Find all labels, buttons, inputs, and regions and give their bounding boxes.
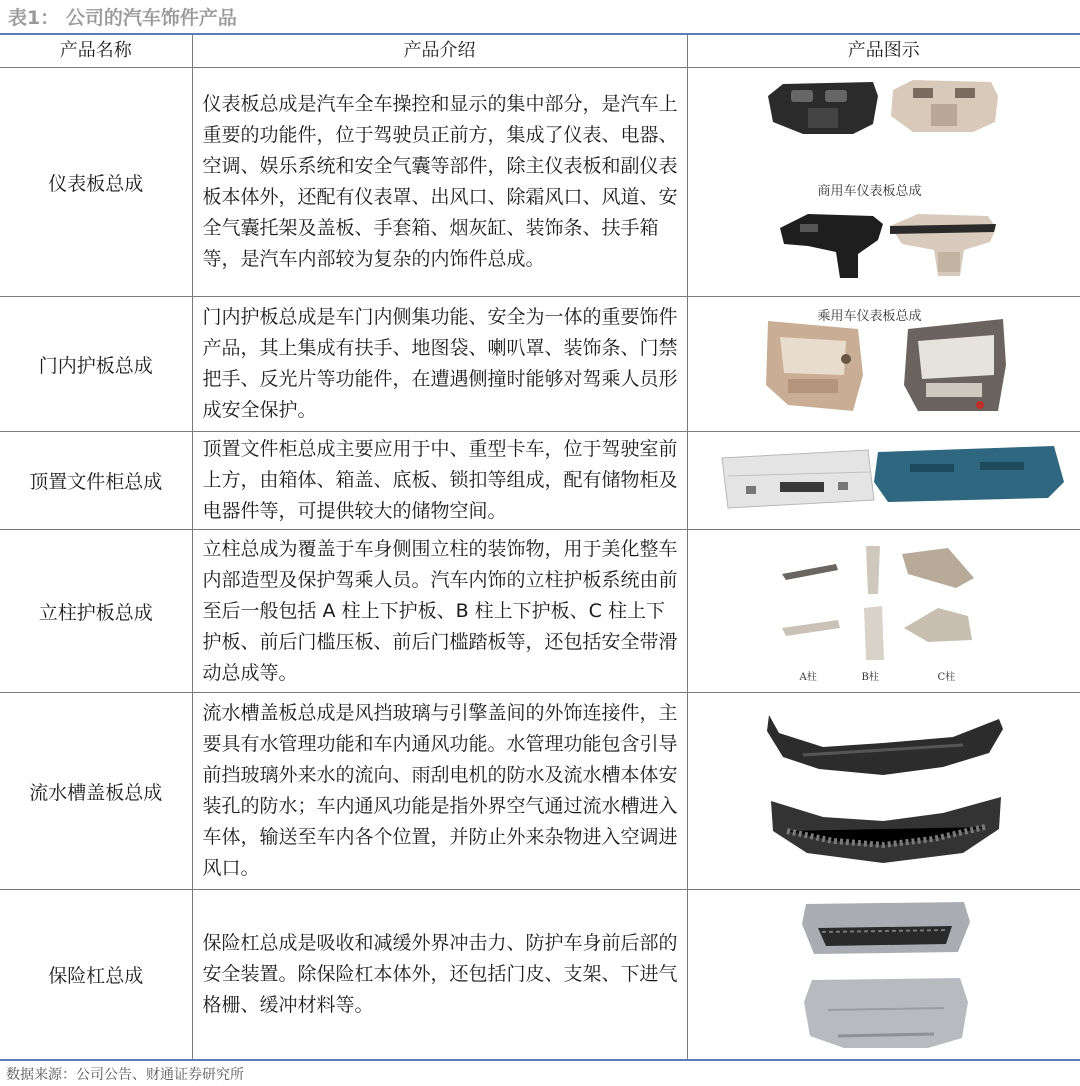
bumper-image [798, 898, 973, 1054]
table-row [0, 432, 1080, 530]
product-description: 立柱总成为覆盖于车身侧围立柱的装饰物，用于美化整车内部造型及保护驾乘人员。汽车内饰的立柱护板系统由前至后一般包括 A 柱上下护板、B 柱上下护板、C 柱上下护板、前后门槛压板、前后门槛踏板等，还包括安全带滑动总成等。 [192, 530, 687, 693]
table-row [0, 530, 1080, 693]
product-description: 保险杠总成是吸收和减缓外界冲击力、防护车身前后部的安全装置。除保险杠本体外，还包括门皮、支架、下进气格栅、缓冲材料等。 [192, 890, 687, 1060]
bottom-rule [0, 1059, 1080, 1061]
products-table [0, 35, 1080, 1060]
table-row [0, 297, 1080, 432]
product-image-cell [687, 432, 1080, 530]
table-row [0, 693, 1080, 890]
table-row [0, 68, 1080, 297]
header-product-intro: 产品介绍 [192, 35, 687, 68]
commercial-dashboard-caption: 商用车仪表板总成 [817, 184, 922, 199]
header-product-image: 产品图示 [687, 35, 1080, 68]
product-name: 立柱护板总成 [0, 530, 192, 693]
product-description: 门内护板总成是车门内侧集功能、安全为一体的重要饰件产品，其上集成有扶手、地图袋、喇叭罩、装饰条、门禁把手、反光片等功能件，在遭遇侧撞时能够对驾乘人员形成安全保护。 [192, 297, 687, 432]
product-description: 顶置文件柜总成主要应用于中、重型卡车，位于驾驶室前上方，由箱体、箱盖、底板、锁扣等组成，配有储物柜及电器件等，可提供较大的储物空间。 [192, 432, 687, 530]
product-image-cell [687, 530, 1080, 693]
passenger-dashboard-caption: 乘用车仪表板总成 [817, 309, 922, 324]
c-pillar-caption: C柱 [937, 672, 956, 683]
product-name: 门内护板总成 [0, 297, 192, 432]
b-pillar-caption: B柱 [861, 672, 879, 683]
product-name: 仪表板总成 [0, 68, 192, 297]
cowl-panel-image [763, 709, 1008, 874]
product-image-cell [687, 297, 1080, 432]
table-title: 表1： 公司的汽车饰件产品 [8, 7, 237, 29]
product-image-cell [687, 693, 1080, 890]
product-description: 仪表板总成是汽车全车操控和显示的集中部分，是汽车上重要的功能件，位于驾驶员正前方，集成了仪表、电器、空调、娱乐系统和安全气囊等部件，除主仪表板和副仪表板本体外，还配有仪表罩、出风口、除霜风口、风道、安全气囊托架及盖板、手套箱、烟灰缸、装饰条、扶手箱等，是汽车内部较为复杂的内饰件总成。 [192, 68, 687, 297]
pillar-trim-image [778, 544, 988, 662]
product-description: 流水槽盖板总成是风挡玻璃与引擎盖间的外饰连接件，主要具有水管理功能和车内通风功能。水管理功能包含引导前挡玻璃外来水的流向、雨刮电机的防水及流水槽本体安装孔的防水；车内通风功能是指外界空气通过流水槽进入车体，输送至车内各个位置，并防止外来杂物进入空调进风口。 [192, 693, 687, 890]
data-source: 数据来源：公司公告、财通证券研究所 [6, 1067, 244, 1083]
table-row [0, 890, 1080, 1060]
passenger-dashboard-image [778, 210, 998, 282]
overhead-cabinet-image [718, 442, 1068, 517]
a-pillar-caption: A柱 [799, 672, 817, 683]
product-image-cell [687, 890, 1080, 1060]
commercial-dashboard-image [763, 76, 1003, 136]
product-image-cell [687, 68, 1080, 324]
header-row [0, 35, 1080, 68]
product-name: 保险杠总成 [0, 890, 192, 1060]
product-name: 顶置文件柜总成 [0, 432, 192, 530]
header-product-name: 产品名称 [0, 35, 192, 68]
door-panel-image [758, 315, 1018, 415]
product-name: 流水槽盖板总成 [0, 693, 192, 890]
